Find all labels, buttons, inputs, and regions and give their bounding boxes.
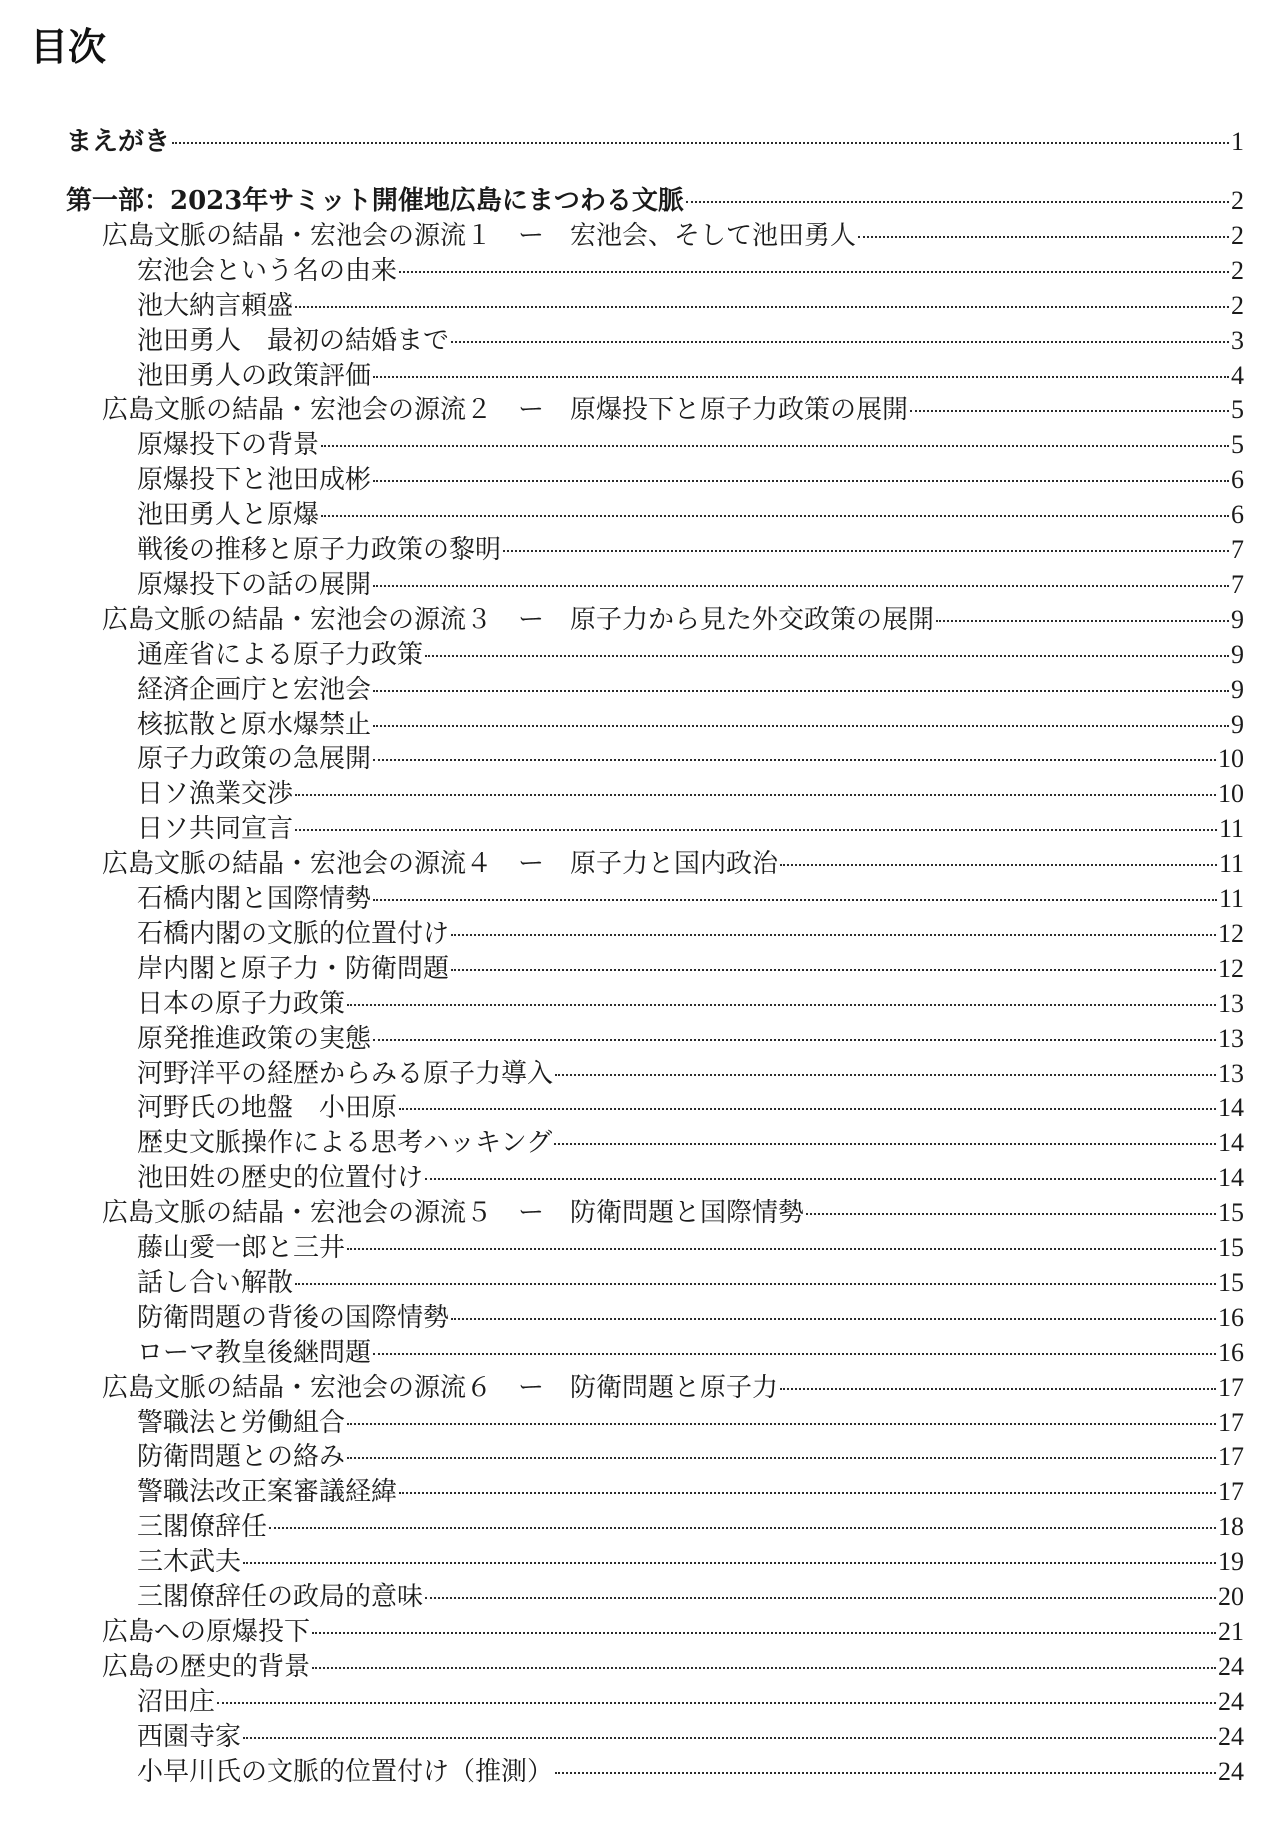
toc-entry[interactable]: [137, 777, 1244, 811]
toc-entry-page-number: 13: [1218, 1023, 1244, 1053]
toc-entry[interactable]: [102, 393, 1244, 427]
dot-leader: [347, 1457, 1216, 1459]
toc-entry[interactable]: [137, 359, 1244, 393]
toc-entry-title: 日ソ共同宣言: [137, 814, 294, 845]
toc-entry[interactable]: [137, 952, 1244, 986]
dot-leader: [936, 620, 1229, 622]
toc-entry-page-number: 11: [1218, 814, 1244, 844]
toc-entry[interactable]: [137, 254, 1244, 288]
toc-entry-title: 第一部：2023年サミット開催地広島にまつわる文脈: [66, 186, 684, 216]
toc-entry-title: 池大納言頼盛: [137, 290, 294, 321]
toc-entry[interactable]: [137, 638, 1244, 672]
toc-entry[interactable]: [137, 1720, 1244, 1754]
toc-entry-title: 藤山愛一郎と三井: [137, 1233, 346, 1263]
toc-entry-page-number: 16: [1218, 1302, 1244, 1332]
toc-entry[interactable]: [66, 125, 1244, 159]
toc-entry-title: 原爆投下の背景: [137, 430, 320, 461]
toc-entry-page-number: 11: [1218, 884, 1244, 913]
dot-leader: [373, 376, 1229, 378]
toc-entry-title: 池田勇人 最初の結婚まで: [137, 325, 450, 356]
toc-entry-page-number: 4: [1231, 360, 1244, 390]
toc-heading: 目次: [30, 25, 107, 69]
toc-entry[interactable]: [137, 533, 1244, 567]
dot-leader: [555, 1772, 1216, 1774]
toc-entry-title: 戦後の推移と原子力政策の黎明: [137, 535, 502, 565]
toc-entry-title: 広島の歴史的背景: [102, 1651, 311, 1682]
dot-leader: [243, 1562, 1216, 1564]
toc-entry-page-number: 18: [1218, 1512, 1244, 1542]
toc-entry-title: 小早川氏の文脈的位置付け（推測）: [137, 1756, 554, 1787]
toc-entry-title: 三閣僚辞任の政局的意味: [137, 1582, 424, 1612]
toc-entry-title: まえがき: [66, 127, 171, 157]
toc-entry-page-number: 6: [1231, 500, 1244, 530]
toc-entry-page-number: 9: [1231, 674, 1244, 704]
toc-entry-title: 原発推進政策の実態: [137, 1023, 372, 1054]
dot-leader: [295, 829, 1217, 831]
toc-entry[interactable]: [137, 917, 1244, 951]
toc-entry-page-number: 12: [1218, 918, 1244, 948]
toc-entry[interactable]: [137, 1685, 1244, 1719]
toc-entry-title: 原爆投下の話の展開: [137, 569, 372, 600]
toc-entry[interactable]: [137, 1440, 1244, 1474]
dot-leader: [806, 1213, 1216, 1215]
toc-entry-page-number: 12: [1218, 953, 1244, 983]
toc-entry-title: 三木武夫: [137, 1547, 242, 1578]
toc-entry-title: 三閣僚辞任: [137, 1512, 268, 1543]
toc-entry-page-number: 24: [1218, 1721, 1244, 1751]
toc-entry[interactable]: [102, 1615, 1244, 1649]
toc-entry-page-number: 5: [1231, 430, 1244, 460]
dot-leader: [347, 1004, 1216, 1006]
toc-entry-page-number: 10: [1218, 744, 1244, 774]
dot-leader: [554, 1143, 1216, 1145]
toc-entry[interactable]: [137, 498, 1244, 532]
toc-entry[interactable]: [102, 603, 1244, 637]
toc-entry-page-number: 15: [1218, 1198, 1244, 1228]
toc-entry[interactable]: [102, 847, 1244, 881]
toc-entry[interactable]: [137, 882, 1244, 916]
toc-entry-title: 池田勇人と原爆: [137, 500, 320, 531]
dot-leader: [373, 725, 1229, 727]
dot-leader: [399, 271, 1229, 273]
toc-entry[interactable]: [102, 219, 1244, 253]
dot-leader: [312, 1667, 1216, 1669]
dot-leader: [503, 550, 1229, 552]
toc-entry-title: 核拡散と原水爆禁止: [137, 709, 372, 740]
toc-entry-page-number: 1: [1231, 127, 1244, 156]
toc-entry-page-number: 17: [1218, 1407, 1244, 1437]
dot-leader: [269, 1527, 1216, 1529]
toc-entry-page-number: 9: [1231, 639, 1244, 669]
toc-entry-title: 日ソ漁業交渉: [137, 779, 294, 810]
toc-entry-title: 沼田庄: [137, 1686, 216, 1717]
dot-leader: [373, 480, 1229, 482]
toc-entry[interactable]: [137, 742, 1244, 776]
toc-entry[interactable]: [137, 289, 1244, 323]
dot-leader: [451, 969, 1216, 971]
toc-entry-title: 宏池会という名の由来: [137, 255, 398, 286]
toc-entry-page-number: 5: [1231, 395, 1244, 425]
dot-leader: [780, 1388, 1216, 1390]
toc-entry-title: 石橋内閣の文脈的位置付け: [137, 918, 450, 949]
toc-entry[interactable]: [137, 673, 1244, 707]
toc-entry-title: 広島文脈の結晶・宏池会の源流１ ー 宏池会、そして池田勇人: [102, 220, 857, 251]
toc-entry-page-number: 16: [1218, 1337, 1244, 1367]
toc-entry[interactable]: [66, 184, 1244, 218]
dot-leader: [425, 1178, 1216, 1180]
dot-leader: [312, 1632, 1216, 1634]
toc-entry-title: 歴史文脈操作による思考ハッキング: [137, 1128, 553, 1159]
toc-entry-page-number: 24: [1218, 1756, 1244, 1786]
toc-entry-page-number: 13: [1218, 1058, 1244, 1088]
toc-entry[interactable]: [137, 1126, 1244, 1160]
toc-entry-page-number: 11: [1218, 849, 1244, 879]
dot-leader: [373, 759, 1216, 761]
toc-entry-title: 岸内閣と原子力・防衛問題: [137, 953, 450, 984]
dot-leader: [451, 341, 1229, 343]
dot-leader: [910, 410, 1229, 412]
toc-entry-title: 石橋内閣と国際情勢: [137, 884, 372, 914]
toc-entry-page-number: 20: [1218, 1582, 1244, 1611]
toc-entry-page-number: 9: [1231, 604, 1244, 634]
toc-entry-title: 広島文脈の結晶・宏池会の源流４ ー 原子力と国内政治: [102, 849, 779, 880]
toc-entry-title: 防衛問題の背後の国際情勢: [137, 1302, 450, 1333]
toc-entry-title: 話し合い解散: [137, 1267, 294, 1298]
toc-entry[interactable]: [137, 1475, 1244, 1509]
toc-entry-title: 原爆投下と池田成彬: [137, 465, 372, 496]
dot-leader: [373, 690, 1229, 692]
toc-entry-page-number: 15: [1218, 1233, 1244, 1262]
toc-entry-title: 広島への原爆投下: [102, 1616, 311, 1647]
dot-leader: [555, 1074, 1216, 1076]
dot-leader: [399, 1108, 1216, 1110]
toc-entry-title: 警職法改正案審議経緯: [137, 1477, 398, 1508]
toc-entry-page-number: 24: [1218, 1651, 1244, 1681]
toc-entry-title: 原子力政策の急展開: [137, 744, 372, 775]
dot-leader: [295, 794, 1216, 796]
toc-entry-page-number: 17: [1218, 1372, 1244, 1402]
toc-entry-page-number: 3: [1231, 325, 1244, 355]
toc-entry-title: 通産省による原子力政策: [137, 639, 424, 670]
toc-entry[interactable]: [137, 1091, 1244, 1125]
dot-leader: [321, 445, 1229, 447]
toc-entry-title: ローマ教皇後継問題: [137, 1337, 372, 1368]
toc-entry-title: 池田勇人の政策評価: [137, 360, 372, 391]
toc-entry[interactable]: [102, 1196, 1244, 1230]
toc-entry[interactable]: [137, 987, 1244, 1021]
dot-leader: [347, 1248, 1216, 1250]
toc-entry-page-number: 10: [1218, 779, 1244, 809]
toc-entry-title: 経済企画庁と宏池会: [137, 674, 372, 705]
dot-leader: [425, 1597, 1216, 1599]
dot-leader: [373, 585, 1229, 587]
dot-leader: [172, 142, 1229, 144]
toc-entry-title: 広島文脈の結晶・宏池会の源流６ ー 防衛問題と原子力: [102, 1372, 779, 1403]
toc-entry-page-number: 2: [1231, 220, 1244, 250]
toc-entry[interactable]: [137, 1510, 1244, 1544]
toc-entry-page-number: 21: [1218, 1616, 1244, 1646]
toc-entry-page-number: 2: [1231, 186, 1244, 215]
toc-entry-page-number: 6: [1231, 465, 1244, 495]
toc-entry[interactable]: [137, 1336, 1244, 1370]
toc-entry-page-number: 13: [1218, 988, 1244, 1018]
toc-entry-page-number: 7: [1231, 569, 1244, 599]
toc-entry-title: 河野洋平の経歴からみる原子力導入: [137, 1058, 554, 1089]
toc-entry-page-number: 19: [1218, 1547, 1244, 1577]
toc-entry[interactable]: [137, 1231, 1244, 1265]
toc-entry[interactable]: [137, 428, 1244, 462]
toc-entry[interactable]: [137, 568, 1244, 602]
toc-entry[interactable]: [137, 1022, 1244, 1056]
toc-entry-page-number: 9: [1231, 709, 1244, 739]
toc-entry[interactable]: [137, 1057, 1244, 1091]
toc-entry[interactable]: [137, 463, 1244, 497]
toc-entry[interactable]: [137, 1161, 1244, 1195]
toc-entry[interactable]: [137, 1301, 1244, 1335]
toc-entry-title: 西園寺家: [137, 1721, 242, 1752]
dot-leader: [295, 306, 1229, 308]
dot-leader: [451, 1318, 1216, 1320]
toc-entry-title: 広島文脈の結晶・宏池会の源流２ ー 原爆投下と原子力政策の展開: [102, 395, 909, 426]
toc-entry[interactable]: [137, 1545, 1244, 1579]
dot-leader: [686, 201, 1229, 203]
toc-entry[interactable]: [137, 324, 1244, 358]
dot-leader: [373, 1353, 1216, 1355]
toc-entry-page-number: 17: [1218, 1477, 1244, 1507]
dot-leader: [780, 864, 1217, 866]
dot-leader: [217, 1702, 1216, 1704]
toc-entry-page-number: 15: [1218, 1267, 1244, 1297]
dot-leader: [347, 1423, 1216, 1425]
toc-entry-page-number: 14: [1218, 1093, 1244, 1123]
toc-entry[interactable]: [102, 1650, 1244, 1684]
toc-entry-title: 広島文脈の結晶・宏池会の源流３ ー 原子力から見た外交政策の展開: [102, 604, 935, 635]
toc-entry[interactable]: [137, 1406, 1244, 1440]
dot-leader: [399, 1492, 1216, 1494]
toc-entry[interactable]: [137, 708, 1244, 742]
dot-leader: [373, 1039, 1216, 1041]
toc-entry[interactable]: [137, 812, 1244, 846]
toc-entry-title: 広島文脈の結晶・宏池会の源流５ ー 防衛問題と国際情勢: [102, 1198, 805, 1229]
toc-entry-title: 防衛問題との絡み: [137, 1442, 346, 1473]
toc-entry-page-number: 2: [1231, 255, 1244, 285]
toc-entry-page-number: 2: [1231, 290, 1244, 320]
toc-entry[interactable]: [137, 1266, 1244, 1300]
toc-entry-page-number: 24: [1218, 1686, 1244, 1716]
toc-entry[interactable]: [137, 1755, 1244, 1789]
dot-leader: [373, 899, 1217, 901]
dot-leader: [243, 1737, 1216, 1739]
dot-leader: [295, 1283, 1216, 1285]
toc-entry-page-number: 7: [1231, 535, 1244, 564]
toc-entry-title: 日本の原子力政策: [137, 988, 346, 1019]
toc-entry-title: 池田姓の歴史的位置付け: [137, 1163, 424, 1194]
dot-leader: [858, 236, 1229, 238]
toc-entry-title: 河野氏の地盤 小田原: [137, 1093, 398, 1124]
toc-entry-page-number: 14: [1218, 1128, 1244, 1158]
toc-entry-page-number: 17: [1218, 1442, 1244, 1472]
dot-leader: [451, 934, 1216, 936]
toc-entry[interactable]: [137, 1580, 1244, 1614]
dot-leader: [425, 655, 1229, 657]
dot-leader: [321, 515, 1229, 517]
toc-entry-page-number: 14: [1218, 1163, 1244, 1193]
toc-entry[interactable]: [102, 1371, 1244, 1405]
toc-entry-title: 警職法と労働組合: [137, 1407, 346, 1438]
